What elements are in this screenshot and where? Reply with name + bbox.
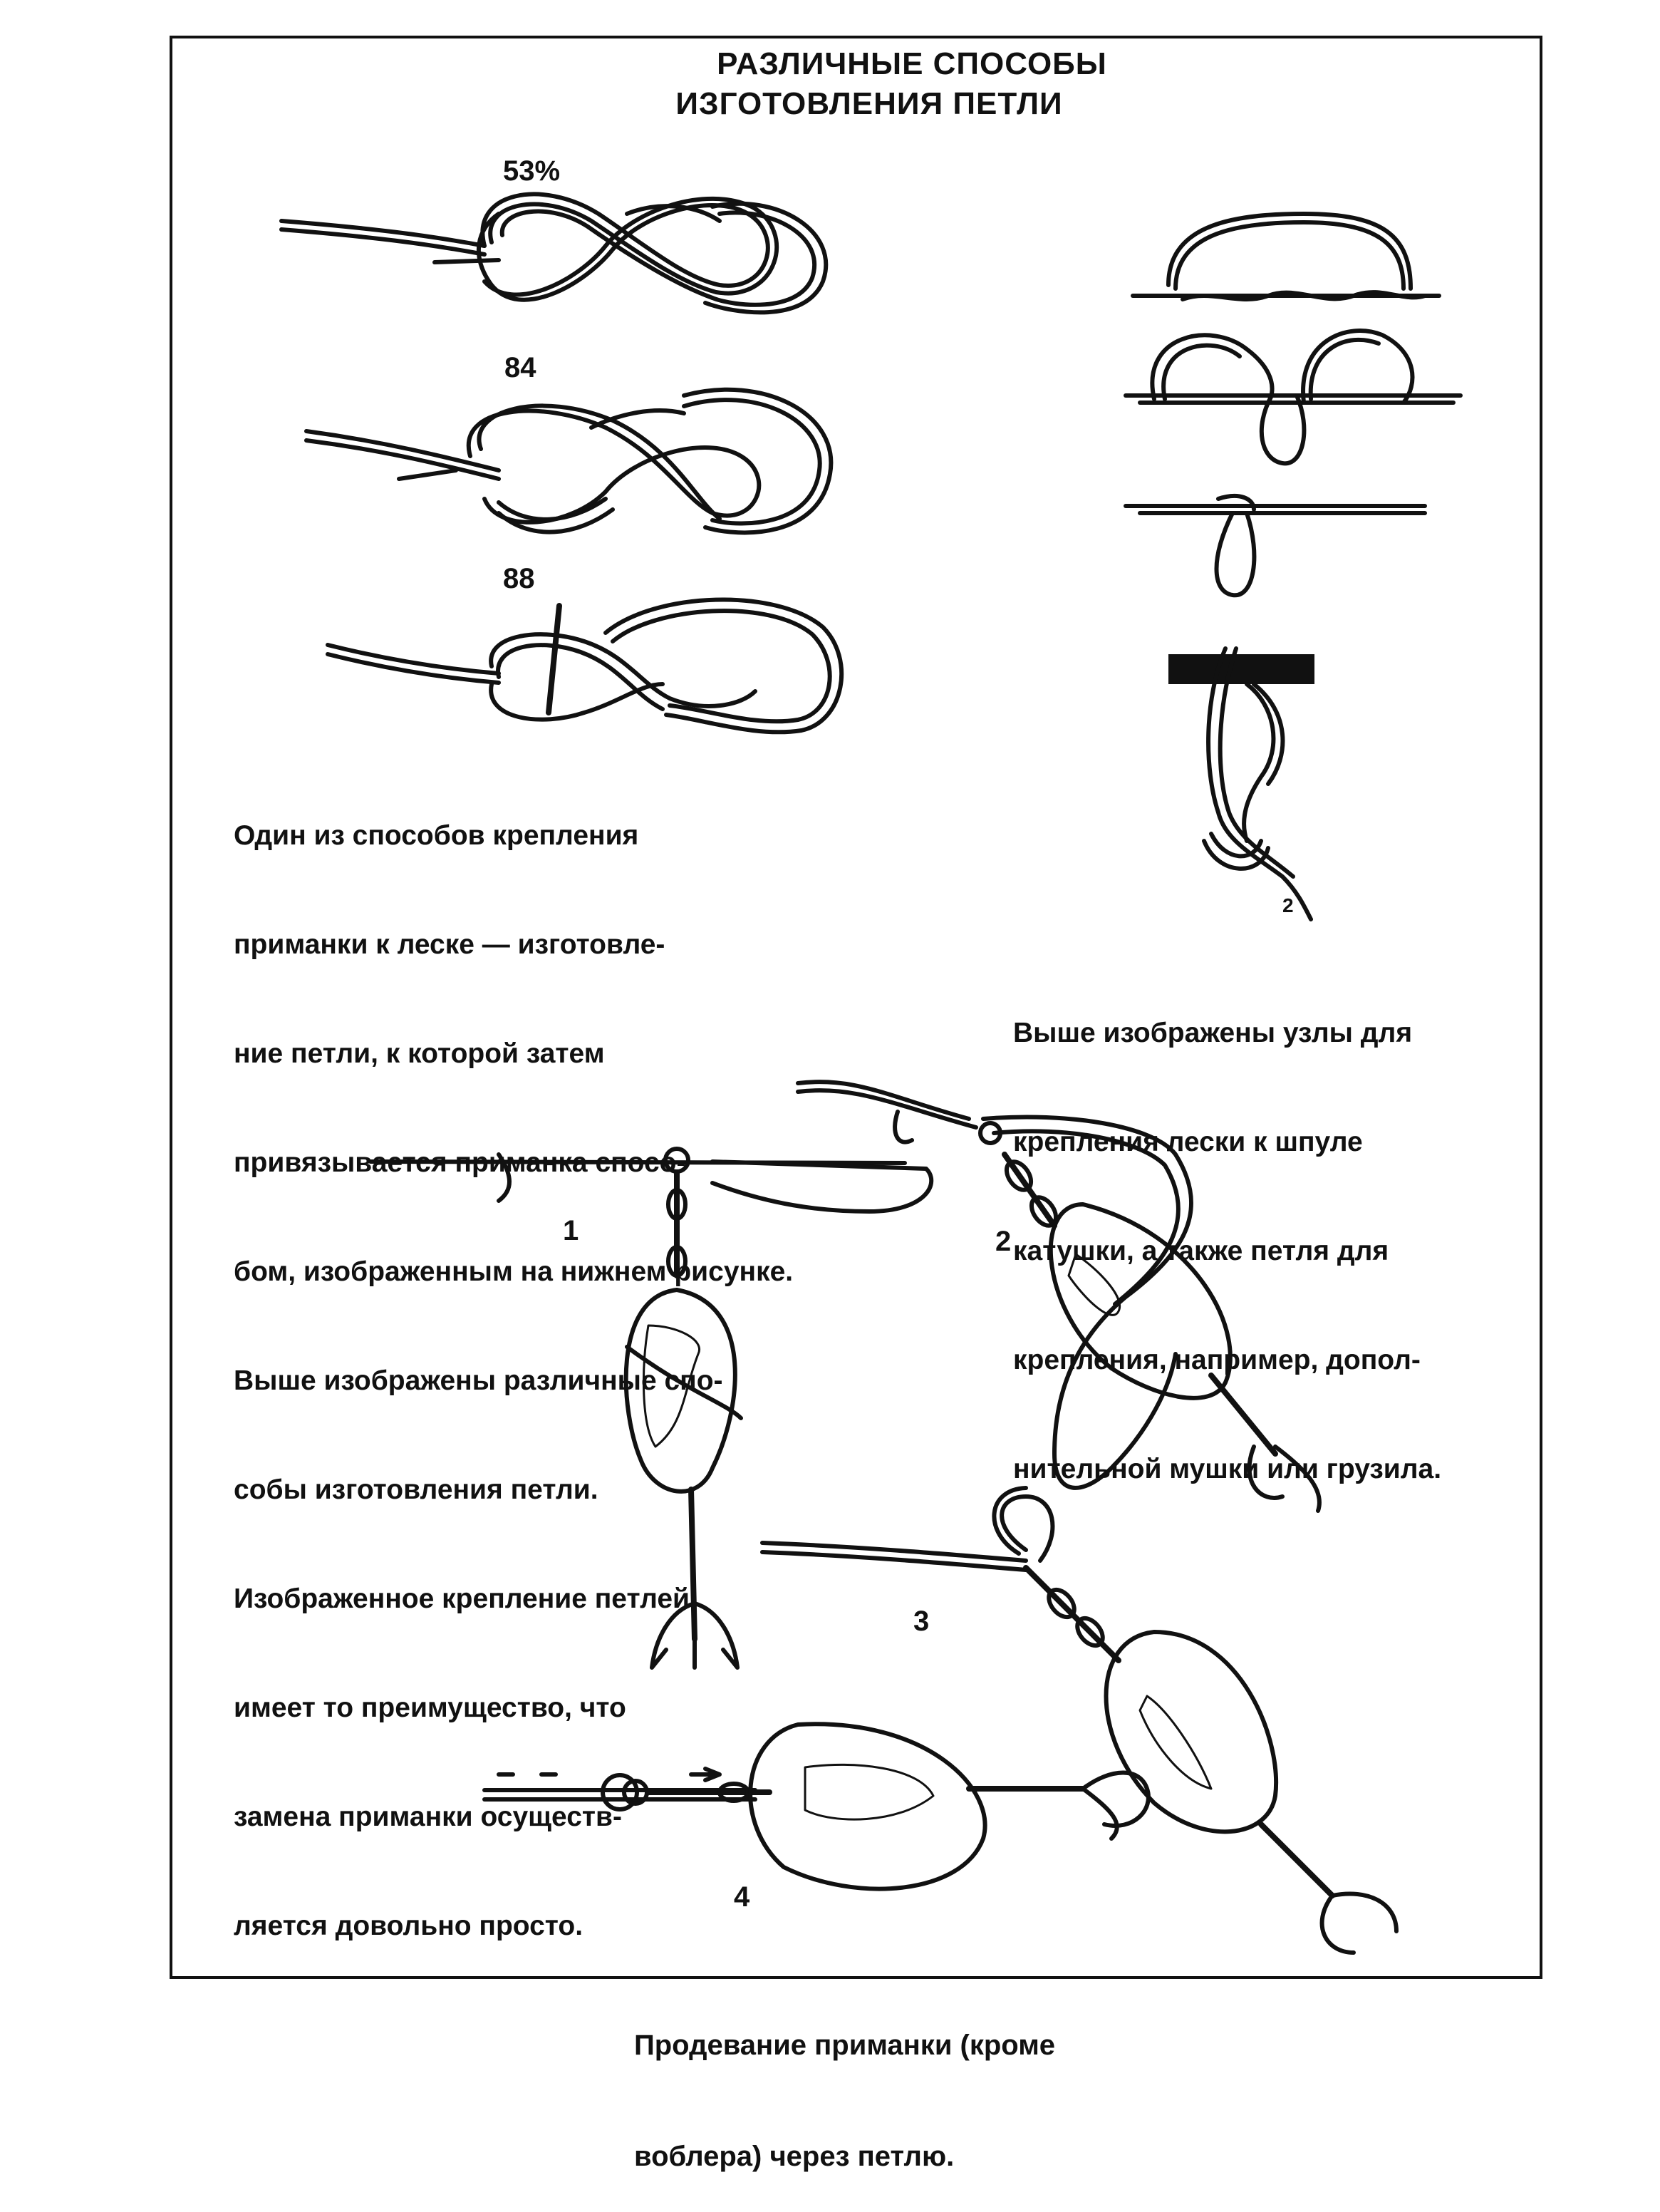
spool-figure-number: 2 [1282,894,1294,916]
left-line: приманки к леске — изготовле- [234,929,665,960]
left-line: бом, изображенным на нижнем рисунке. [234,1256,794,1287]
left-line: Изображенное крепление петлей [234,1583,690,1614]
right-line: крепления лески к шпуле [1013,1127,1363,1157]
left-line: Выше изображены различные спо- [234,1365,723,1396]
knot-53-drawing [281,194,826,312]
bottom-caption [634,1953,1055,2212]
dropper-loop-drawing [1126,496,1425,595]
figure-number-4: 4 [734,1881,750,1913]
left-line: привязывается приманка спосо- [234,1147,686,1178]
knot-84-drawing [306,390,831,533]
title-line-1: РАЗЛИЧНЫЕ СПОСОБЫ [717,46,1107,81]
right-line: нительной мушки или грузила. [1013,1454,1442,1484]
figure-number-2: 2 [995,1226,1012,1257]
knot-label-88: 88 [503,563,535,594]
right-paragraph [1013,942,1441,1524]
caption-line-2: воблера) через петлю. [634,2141,955,2172]
knot-label-84: 84 [504,352,536,383]
left-line: Один из способов крепления [234,820,639,851]
knot-88-drawing [328,599,841,732]
left-line: замена приманки осуществ- [234,1802,622,1832]
left-line: имеет то преимущество, что [234,1692,626,1723]
caption-line-1: Продевание приманки (кроме [634,2030,1056,2061]
left-line: собы изготовления петли. [234,1474,598,1505]
figure-number-1: 1 [563,1215,579,1246]
double-loop-drawing [1126,331,1461,463]
right-line: катушки, а также петля для [1013,1236,1389,1266]
right-line: крепления, например, допол- [1013,1345,1421,1375]
left-line: ляется довольно просто. [234,1911,583,1941]
figure-number-3: 3 [913,1606,930,1637]
figure-3-drawing [762,1488,1396,1953]
right-line: Выше изображены узлы для [1013,1018,1413,1048]
title-line-2: ИЗГОТОВЛЕНИЯ ПЕТЛИ [675,86,1063,121]
spool-attachment-drawing [1168,648,1314,919]
left-line: ние петли, к которой затем [234,1038,605,1069]
knot-label-53: 53% [503,155,561,187]
left-paragraph [234,745,793,1980]
spool-knot-drawing [1133,214,1439,299]
